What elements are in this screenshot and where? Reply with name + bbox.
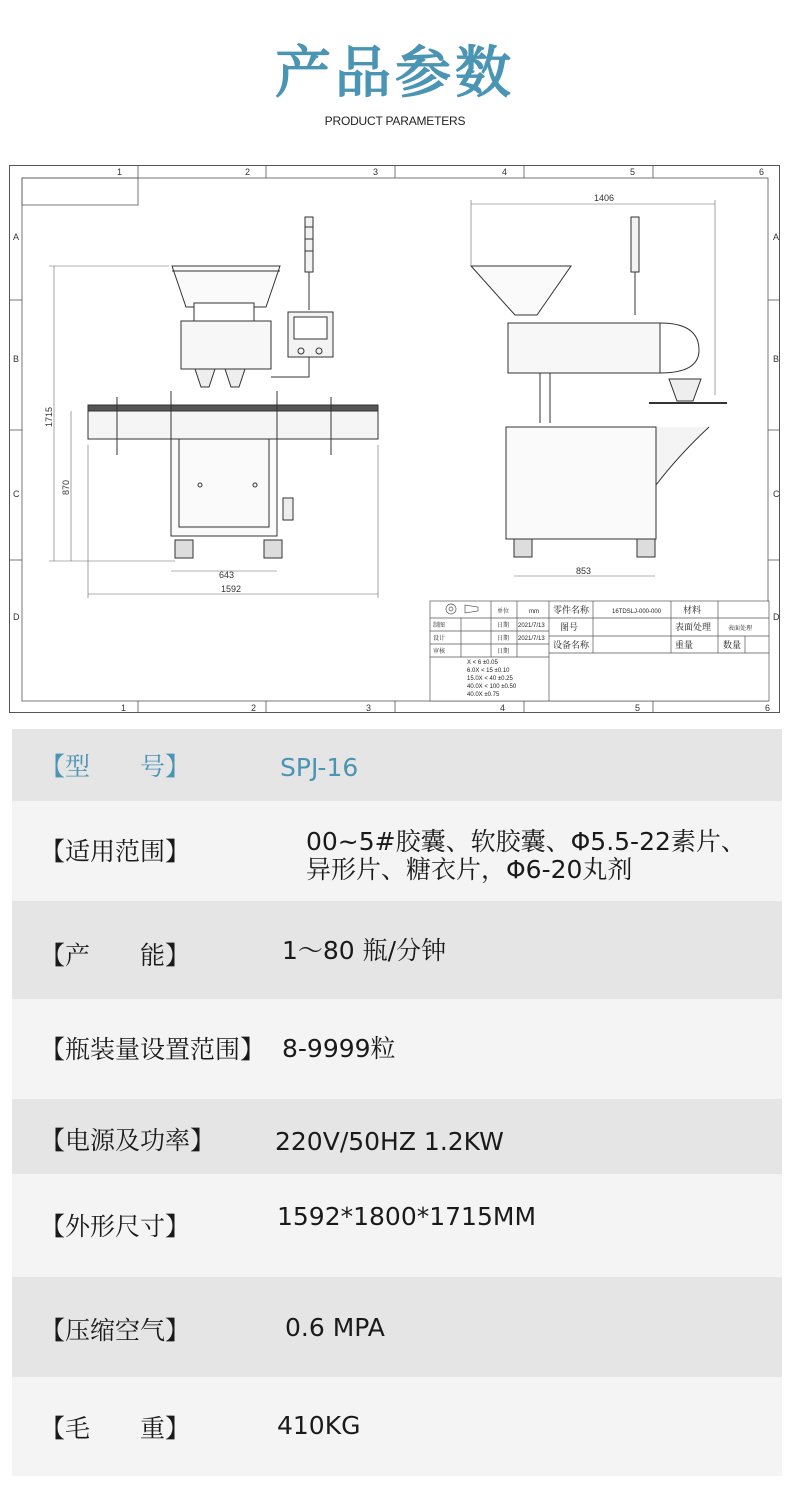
dim-side-width-top: 1406 <box>594 193 615 203</box>
dim-side-width-base: 853 <box>576 566 592 576</box>
spec-row-weight <box>12 1377 782 1476</box>
spec-row-scope <box>12 801 782 901</box>
spec-row-dimensions <box>12 1174 782 1277</box>
tb-tolerance-row: 40.0X < 100 ±0.50 <box>467 684 517 690</box>
spec-value: SPJ-16 <box>280 753 359 782</box>
col-label: 3 <box>366 703 372 713</box>
spec-value: 8-9999粒 <box>282 1034 396 1063</box>
dim-width-total: 1592 <box>221 584 242 594</box>
dim-height-table: 870 <box>61 479 71 495</box>
spec-value: 1592*1800*1715MM <box>277 1202 537 1231</box>
page-header <box>0 0 790 150</box>
spec-value: 0.6 MPA <box>285 1313 385 1342</box>
col-label: 5 <box>635 703 641 713</box>
spec-value: 220V/50HZ 1.2KW <box>275 1127 504 1156</box>
dim-height-total: 1715 <box>44 406 54 427</box>
row-label: D <box>773 612 780 622</box>
col-label: 6 <box>759 167 765 177</box>
page-subtitle: PRODUCT PARAMETERS <box>324 114 466 128</box>
row-label: C <box>773 489 780 499</box>
tb-date-value: 2021/7/13 <box>518 623 545 629</box>
technical-drawing <box>9 165 780 713</box>
col-label: 4 <box>500 703 506 713</box>
tb-material-label: 材料 <box>683 606 702 616</box>
col-label: 1 <box>121 703 127 713</box>
row-label: C <box>13 489 20 499</box>
tb-review-label: 审核 <box>433 649 446 655</box>
tb-surface-value: 表面处理 <box>728 626 753 632</box>
spec-value: 410KG <box>277 1411 361 1440</box>
tb-unit-label: 单位 <box>497 609 510 615</box>
tb-quantity-label: 数量 <box>723 641 742 651</box>
row-label: A <box>13 232 20 242</box>
tb-equipment-label: 设备名称 <box>553 641 590 651</box>
tb-tolerance-row: 40.0X ±0.75 <box>467 692 500 698</box>
row-label: B <box>13 354 20 364</box>
tb-date-value: 2021/7/13 <box>518 636 545 642</box>
col-label: 1 <box>117 167 123 177</box>
spec-row-fill-range <box>12 999 782 1099</box>
spec-row-power <box>12 1099 782 1174</box>
col-label: 5 <box>630 167 636 177</box>
drawing-svg <box>9 165 780 713</box>
tb-drawing-no-label: 图号 <box>560 623 579 633</box>
spec-row-model <box>12 729 782 801</box>
spec-label: 【适用范围】 <box>40 837 191 866</box>
tb-design-label: 设计 <box>433 636 446 642</box>
spec-row-capacity <box>12 901 782 999</box>
tb-date-label: 日期 <box>497 649 510 655</box>
tb-part-name-label: 零件名称 <box>553 606 590 616</box>
spec-label: 【外形尺寸】 <box>40 1212 191 1241</box>
row-label: B <box>773 354 780 364</box>
col-label: 2 <box>251 703 257 713</box>
col-label: 3 <box>373 167 379 177</box>
spec-label: 【型 号】 <box>40 752 191 781</box>
tb-date-label: 日期 <box>497 623 510 629</box>
spec-value-line: 异形片、糖衣片，Φ6-20丸剂 <box>306 855 633 884</box>
spec-label: 【瓶装量设置范围】 <box>40 1035 266 1064</box>
page-title: 产品参数 <box>275 41 515 106</box>
col-label: 2 <box>245 167 251 177</box>
spec-value-line: 00~5#胶囊、软胶囊、Φ5.5-22素片、 <box>306 827 746 856</box>
row-label: A <box>773 232 780 242</box>
spec-table <box>12 729 782 1476</box>
dim-width-base: 643 <box>219 570 235 580</box>
tb-part-name-value: 16TDSLJ-000-000 <box>612 609 662 615</box>
row-label: D <box>13 612 20 622</box>
spec-label: 【产 能】 <box>40 941 191 970</box>
tb-unit-value: mm <box>529 609 539 615</box>
tb-draw-label: 制图 <box>433 623 446 629</box>
tb-surface-label: 表面处理 <box>675 623 712 633</box>
col-label: 4 <box>502 167 508 177</box>
spec-label: 【毛 重】 <box>40 1414 191 1443</box>
spec-label: 【电源及功率】 <box>40 1126 216 1155</box>
spec-label: 【压缩空气】 <box>40 1316 191 1345</box>
spec-value: 1～80 瓶/分钟 <box>282 936 447 965</box>
col-label: 6 <box>765 703 771 713</box>
tb-tolerance-row: 6.0X < 15 ±0.10 <box>467 668 510 674</box>
spec-row-air <box>12 1277 782 1377</box>
tb-tolerance-row: 15.0X < 40 ±0.25 <box>467 676 513 682</box>
tb-date-label: 日期 <box>497 636 510 642</box>
tb-weight-label: 重量 <box>675 641 694 651</box>
tb-tolerance-row: X < 6 ±0.05 <box>467 660 498 666</box>
